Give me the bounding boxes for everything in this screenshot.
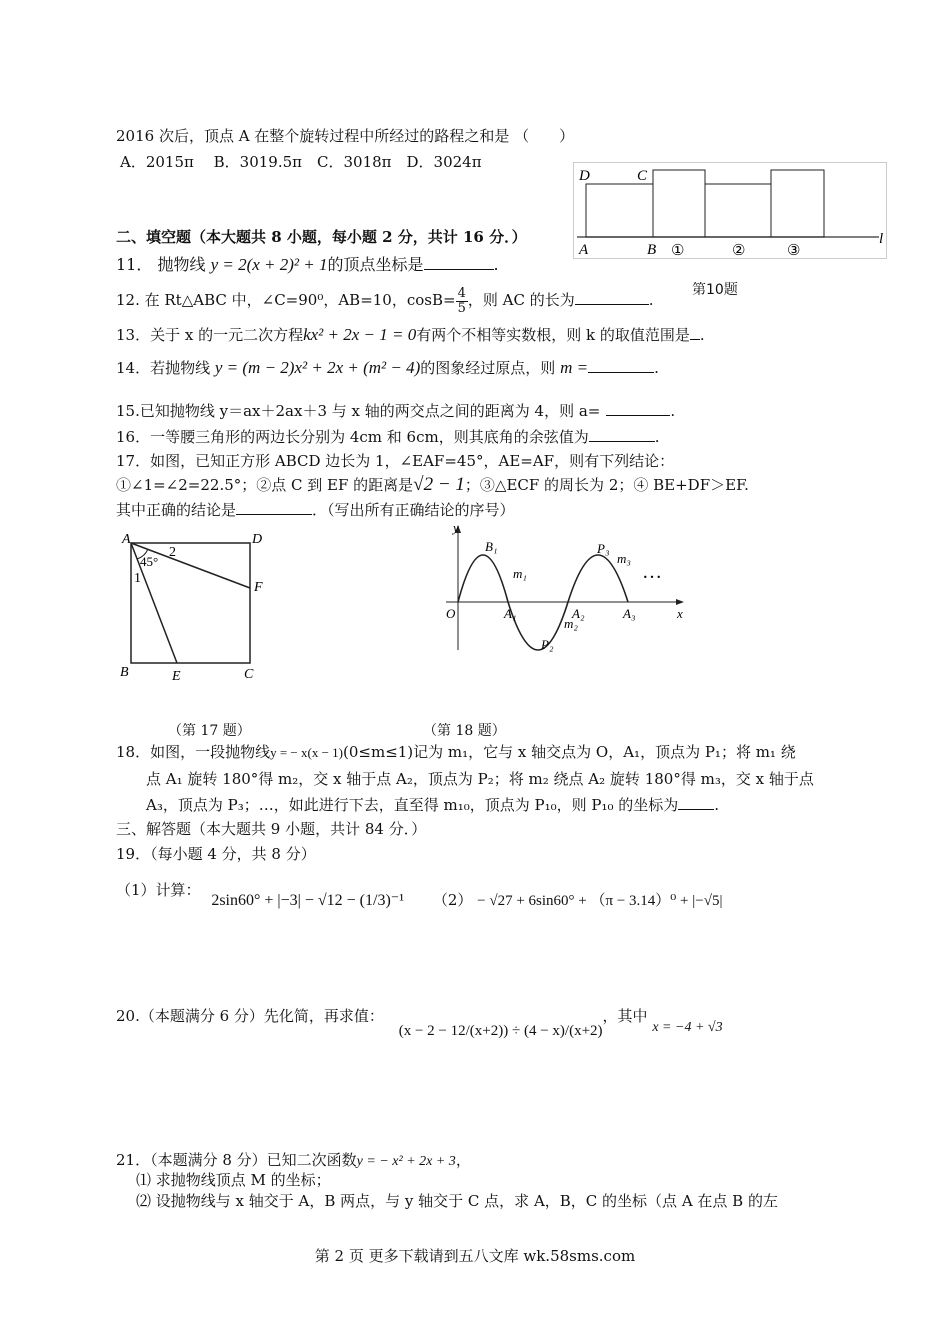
q10-label-B: B xyxy=(647,242,657,258)
q19-p2-formula: − √27 + 6sin60° + （π − 3.14）⁰ + |−√5| xyxy=(477,893,723,909)
q17-label-E: E xyxy=(172,669,181,684)
q17-label-A: A xyxy=(122,532,131,547)
q17-line1: 17．如图，已知正方形 ABCD 边长为 1，∠EAF=45°，AE=AF，则有下列结论： xyxy=(116,452,675,470)
q21-head: 21．（本题满分 8 分）已知二次函数y = − x² + 2x + 3， xyxy=(116,1151,471,1169)
q21-formula: y = − x² + 2x + 3 xyxy=(356,1154,456,1169)
q10-label-A: A xyxy=(579,242,589,258)
q18-label-A2: A₂ xyxy=(572,606,585,621)
q18-label-m3: m₃ xyxy=(617,551,631,566)
q17-label-B: B xyxy=(120,665,129,680)
q18-label-dots: … xyxy=(642,561,662,583)
q18-label-x: x xyxy=(677,606,683,621)
q18-label-A3: A₃ xyxy=(623,606,636,621)
q18-label-P3: P₃ xyxy=(597,541,610,556)
q17-label-C: C xyxy=(244,667,254,682)
q14: 14．若抛物线 y = (m − 2)x² + 2x + (m² − 4)的图象经过原点，则 m = . xyxy=(116,358,659,377)
q10-caption: 第10题 xyxy=(692,282,738,298)
q21-p2: ⑵ 设抛物线与 x 轴交于 A，B 两点，与 y 轴交于 C 点，求 A，B，C 的坐标（点 A 在点 B 的左 xyxy=(136,1192,778,1210)
q17-label-F: F xyxy=(254,580,263,595)
q18-label-O: O xyxy=(446,606,456,621)
q15: 15.已知抛物线 y＝ax＋2ax＋3 与 x 轴的两交点之间的距离为 4，则 a= . xyxy=(116,402,676,420)
q10-label-c2: ② xyxy=(732,243,746,259)
q19-p1-formula: 2sin60° + |−3| − √12 − (1/3)⁻¹ xyxy=(211,892,405,909)
q20-value: x = −4 + √3 xyxy=(652,1020,723,1035)
section2-heading: 二、填空题（本大题共 8 小题，每小题 2 分，共计 16 分．） xyxy=(116,228,527,246)
q10-label-D: D xyxy=(579,168,590,184)
q19-parts: （1）计算： 2sin60° + |−3| − √12 − (1/3)⁻¹ （2） − √27 + 6sin60° + （π − 3.14）⁰ + |−√5| xyxy=(116,881,723,909)
q11: 11． 抛物线 y = 2(x + 2)² + 1的顶点坐标是 . xyxy=(116,255,499,274)
q18-line1: 18．如图，一段抛物线y = − x(x − 1)(0≤m≤1)记为 m₁，它与 x 轴交点为 O，A₁，顶点为 P₁；将 m₁ 绕 xyxy=(116,743,796,761)
q18-formula: y = − x(x − 1) xyxy=(270,745,343,760)
q10-label-c3: ③ xyxy=(787,243,801,259)
q20: 20.（本题满分 6 分）先化简，再求值： (x − 2 − 12/(x+2)) ÷ (4 − x)/(x+2)，其中 x = −4 + √3 xyxy=(116,1007,723,1039)
q17-figure xyxy=(115,528,275,688)
q17-line3: 其中正确的结论是 ．（写出所有正确结论的序号） xyxy=(116,501,515,519)
q18-label-B1: B₁ xyxy=(485,539,498,554)
q17-label-45: 45° xyxy=(140,554,159,569)
q13-formula: kx² + 2x − 1 = 0 xyxy=(303,325,417,344)
q10-label-l: l xyxy=(879,231,884,247)
q17-line2: ①∠1=∠2=22.5°；②点 C 到 EF 的距离是√2 − 1；③△ECF 的周长为 2；④ BE+DF＞EF. xyxy=(116,474,749,495)
q10-options: A．2015π B．3019.5π C．3018π D．3024π xyxy=(120,153,482,171)
q18-label-m2: m₂ xyxy=(564,616,578,631)
footer: 第 2 页 更多下载请到五八文库 wk.58sms.com xyxy=(314,1247,636,1265)
q18-label-A1: A₁ xyxy=(504,606,517,621)
q18-caption: （第 18 题） xyxy=(423,723,506,739)
section3-heading: 三、解答题（本大题共 9 小题，共计 84 分．） xyxy=(116,820,427,838)
q17-label-2: 2 xyxy=(169,545,176,560)
q21-p1: ⑴ 求抛物线顶点 M 的坐标； xyxy=(136,1171,331,1189)
q18-label-m1: m₁ xyxy=(513,566,527,581)
q17-label-D: D xyxy=(252,532,263,547)
q12: 12. 在 Rt△ABC 中，∠C=90⁰，AB=10，cosB= $\frac{4}{5}$ ，则 AC 的长为 . xyxy=(116,285,654,316)
q17-caption: （第 17 题） xyxy=(168,723,251,739)
q11-formula: y = 2(x + 2)² + 1 xyxy=(210,255,328,274)
q12-fraction: $\frac{4}{5}$ xyxy=(457,285,466,316)
q10-label-C: C xyxy=(637,168,648,184)
q16: 16．一等腰三角形的两边长分别为 4cm 和 6cm，则其底角的余弦值为 . xyxy=(116,428,660,446)
q18-line2: 点 A₁ 旋转 180°得 m₂，交 x 轴于点 A₂，顶点为 P₂；将 m₂ 绕点 A₂ 旋转 180°得 m₃，交 x 轴于点 xyxy=(146,770,814,788)
q20-formula: (x − 2 − 12/(x+2)) ÷ (4 − x)/(x+2) xyxy=(398,1023,603,1039)
q18-label-P2: P₂ xyxy=(541,637,554,652)
q13: 13．关于 x 的一元二次方程kx² + 2x − 1 = 0有两个不相等实数根，则 k 的取值范围是 . xyxy=(116,325,705,344)
q17-label-1: 1 xyxy=(134,571,141,586)
q10-label-c1: ① xyxy=(671,243,685,259)
q18-figure xyxy=(440,520,690,660)
q18-label-y: y xyxy=(453,520,459,535)
q10-tail: 2016 次后，顶点 A 在整个旋转过程中所经过的路程之和是 （ ） xyxy=(116,127,575,145)
q18-line3: A₃，顶点为 P₃；…，如此进行下去，直至得 m₁₀，顶点为 P₁₀，则 P₁₀ 的坐标为 . xyxy=(146,796,720,814)
q14-formula: y = (m − 2)x² + 2x + (m² − 4) xyxy=(214,358,421,377)
q19-head: 19．（每小题 4 分，共 8 分） xyxy=(116,845,316,863)
q10-figure xyxy=(573,162,889,260)
